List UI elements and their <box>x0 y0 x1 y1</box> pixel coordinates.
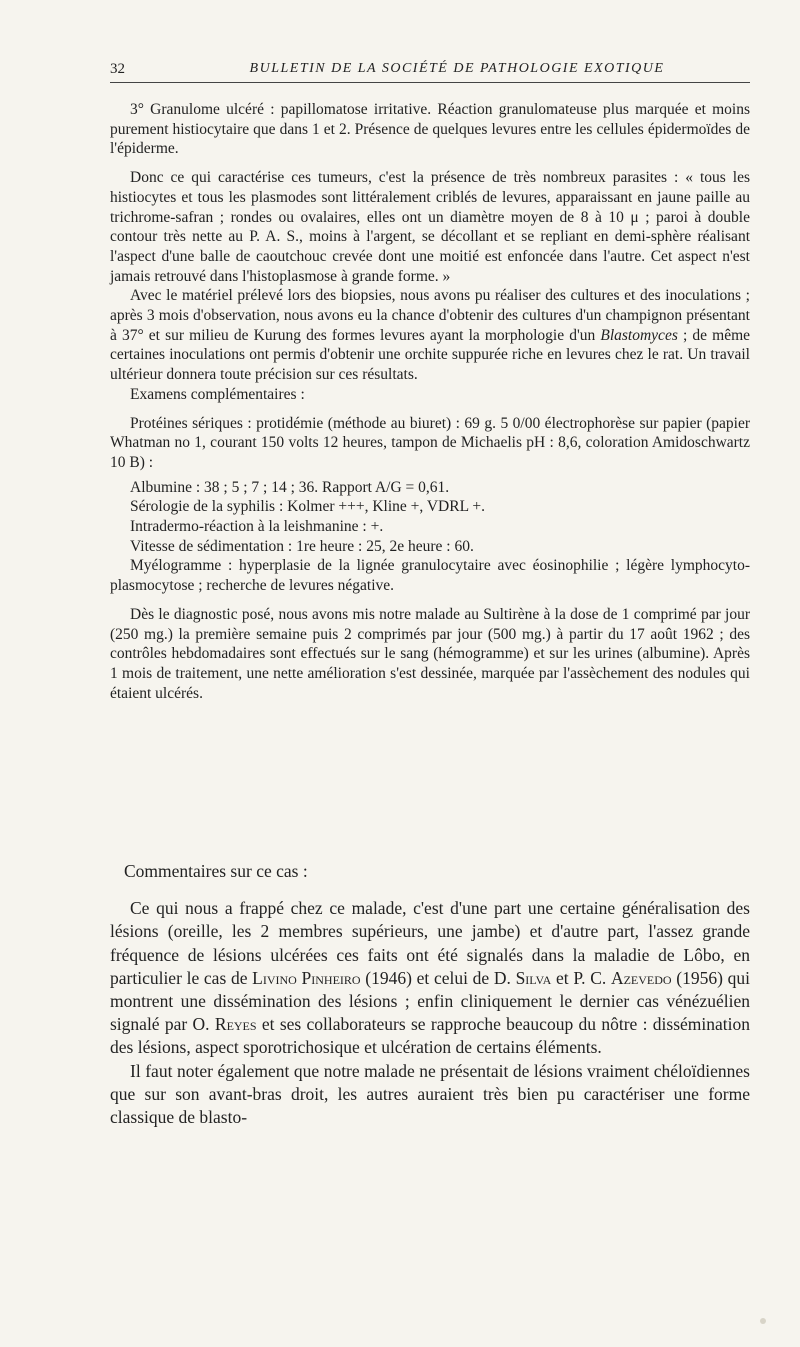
paper-speck <box>760 1318 766 1324</box>
comments-text-c: et P. C. <box>551 967 611 988</box>
page-header <box>110 58 750 83</box>
comments-section <box>110 860 750 1129</box>
page-number: 32 <box>110 61 125 77</box>
cultures-text: Avec le matériel prélevé lors des biopsies, nous avons pu réaliser des cultures et des inoculations ; après 3 mois d'observation, nous avons eu la chance d'obtenir des cultures d'un champignon présentant à 37° et sur milieu de Kurung des formes levures ayant la morphologie d'un <box>110 287 750 344</box>
body-small-text <box>110 100 750 703</box>
line-vitesse: Vitesse de sédimentation : 1re heure : 25, 2e heure : 60. <box>130 537 474 555</box>
blastomyces-term: Blastomyces <box>600 326 678 344</box>
paragraph-granulome: 3° Granulome ulcéré : papillomatose irritative. Réaction granulomateuse plus marquée et moins purement histiocytaire que dans 1 et 2. Présence de quelques levures entre les cellules épidermoïdes de l'épiderme. <box>110 101 750 158</box>
line-albumine: Albumine : 38 ; 5 ; 7 ; 14 ; 36. Rapport A/G = 0,61. <box>130 478 450 496</box>
author-reyes: Reyes <box>214 1014 257 1035</box>
paragraph-comments-2: Il faut noter également que notre malade ne présentait de lésions vraiment chéloïdiennes que sur son avant-bras droit, les autres auraient très bien pu caractériser une forme classique de blasto- <box>110 1060 750 1128</box>
exams-title: Examens complémentaires : <box>130 385 305 403</box>
comments-text-e: et ses collaborateurs se rapproche beaucoup du nôtre : dissémination des lésions, aspect sporotrichosique et ulcération de certains éléments. <box>110 1014 750 1058</box>
paragraph-treatment: Dès le diagnostic posé, nous avons mis notre malade au Sultirène à la dose de 1 comprimé par jour (250 mg.) la première semaine puis 2 comprimés par jour (500 mg.) à partir du 17 août 1962 ; des contrôles hebdomadaires sont effectués sur le sang (hémogramme) et sur les urines (albumine). Après 1 mois de traitement, une nette amélioration s'est dessinée, marquée par l'assèchement des nodules qui étaient ulcérés. <box>110 605 750 702</box>
paragraph-comments-1 <box>110 897 750 1059</box>
paragraph-proteins: Protéines sériques : protidémie (méthode au biuret) : 69 g. 5 0/00 électrophorèse sur papier (papier Whatman no 1, courant 150 volts 12 heures, tampon de Michaelis pH : 8,6, coloration Amidoschwartz 10 B) : <box>110 414 750 471</box>
author-pinheiro: Livino Pinheiro <box>252 967 361 988</box>
comments-text-a: Ce qui nous a frappé chez ce malade, c'est d'une part une certaine généralisation des lésions (oreille, les 2 membres supérieurs, une jambe) et d'autre part, l'assez grande fréquence de lésions ulcérées ces faits ont été signalés dans la maladie de Lôbo, en particulier le cas de <box>110 898 750 988</box>
author-azevedo: Azevedo <box>610 967 672 988</box>
cultures-text-end: ; de même certaines inoculations ont permis d'obtenir une orchite suppurée riche en levures chez le rat. Un travail ultérieur donnera toute précision sur ces résultats. <box>110 326 751 384</box>
paragraph-cultures <box>110 286 750 385</box>
line-serologie: Sérologie de la syphilis : Kolmer +++, Kline +, VDRL +. <box>130 498 485 516</box>
comments-text-d: (1956) qui montrent une dissémination des lésions ; enfin cliniquement le dernier cas vénézuélien signalé par O. <box>110 967 750 1035</box>
paragraph-myelogramme: Myélogramme : hyperplasie de la lignée granulocytaire avec éosinophilie ; légère lymphocyto-plasmocytose ; recherche de levures négative. <box>110 557 750 595</box>
comments-heading: Commentaires sur ce cas : <box>124 861 308 881</box>
line-intradermo: Intradermo-réaction à la leishmanine : +. <box>130 518 384 536</box>
author-silva: Silva <box>515 967 552 988</box>
comments-text-b: (1946) et celui de D. <box>360 967 516 988</box>
running-title: BULLETIN DE LA SOCIÉTÉ DE PATHOLOGIE EXOTIQUE <box>249 61 665 76</box>
paragraph-parasites: Donc ce qui caractérise ces tumeurs, c'est la présence de très nombreux parasites : « tous les histiocytes et tous les plasmodes sont littéralement criblés de levures, apparaissant en jaune paille au trichrome-safran ; rondes ou ovalaires, elles ont un diamètre moyen de 8 à 10 μ ; paroi à double contour très nette au P. A. S., moins à l'argent, se décollant et se repliant en demi-sphère réalisant l'aspect d'une balle de caoutchouc crevée dont une moitié est enfoncée dans l'autre. Cet aspect n'est jamais retrouvé dans l'histoplasmose à grande forme. » <box>110 169 750 285</box>
